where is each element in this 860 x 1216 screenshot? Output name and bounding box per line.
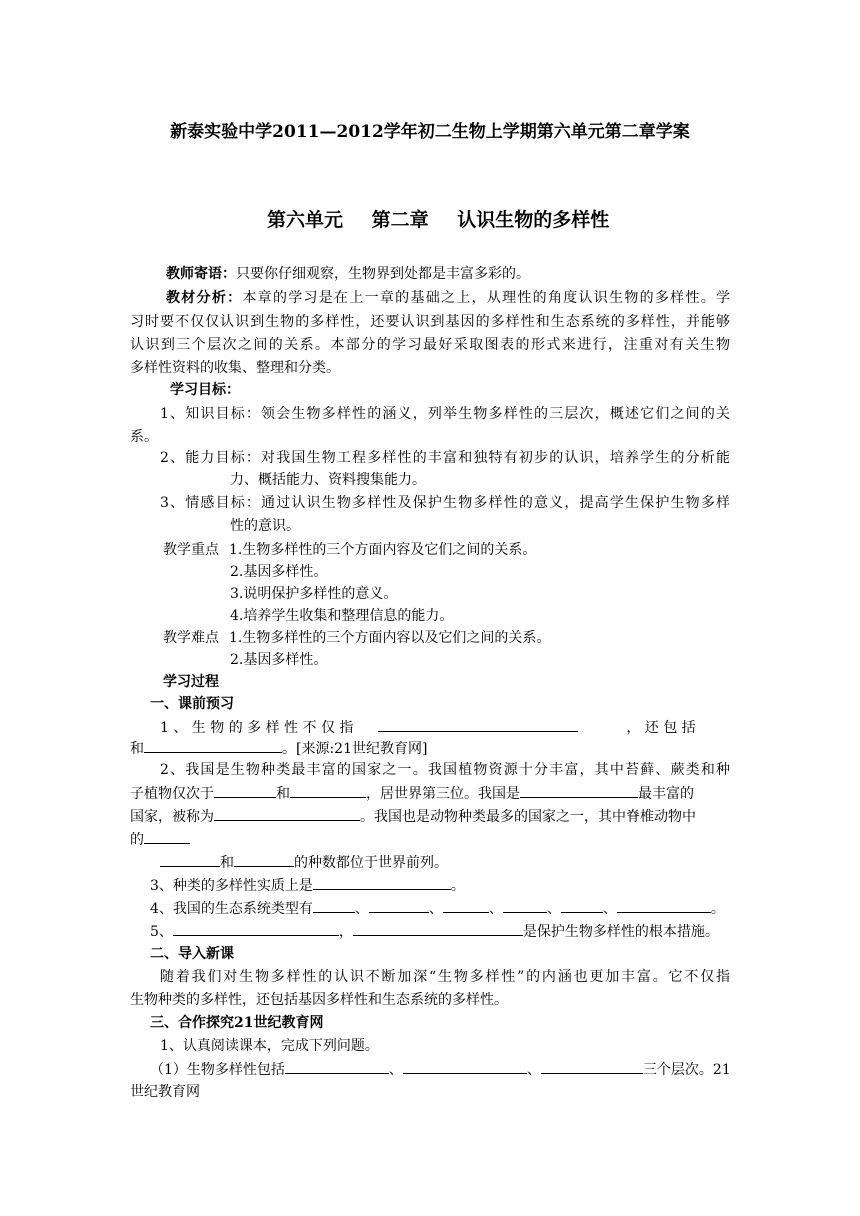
section-2-line-2: 生物种类的多样性，还包括基因多样性和生态系统的多样性。 (130, 992, 508, 1008)
goal-3-line-1: 3、情感目标：通过认识生物多样性及保护生物多样性的意义，提高学生保护生物多样 (160, 495, 730, 511)
q2-line-5: 和 的种数都位于世界前列。 (160, 852, 448, 873)
goal-1-line-2: 系。 (130, 429, 158, 445)
q2-line-2: 子植物仅次于 和 ，居世界第三位。我国是 最丰富的 (130, 783, 694, 804)
unit-label: 第六单元 (267, 209, 344, 231)
s3-blank-2[interactable] (403, 1059, 527, 1074)
focus-item-2: 2.基因多样性。 (230, 564, 328, 580)
q1-line-2: 和 。[来源:21世纪教育网] (130, 738, 427, 759)
s3-blank-1[interactable] (285, 1059, 389, 1074)
q4-blank-3[interactable] (443, 898, 489, 913)
process-heading: 学习过程 (163, 674, 219, 690)
q3-blank[interactable] (313, 875, 451, 890)
q5-blank-1[interactable] (173, 921, 339, 936)
difficulty-item-1: 1.生物多样性的三个方面内容以及它们之间的关系。 (229, 630, 551, 646)
q3-line: 3、种类的多样性实质上是 。 (150, 875, 465, 896)
q2-blank-2[interactable] (290, 783, 366, 798)
goal-2-line-1: 2、能力目标：对我国生物工程多样性的丰富和独特有初步的认识，培养学生的分析能 (160, 450, 730, 466)
q2-blank-6[interactable] (160, 852, 220, 867)
q2-blank-7[interactable] (234, 852, 294, 867)
q4-blank-5[interactable] (561, 898, 603, 913)
section-1-heading: 一、课前预习 (150, 696, 234, 712)
section-3-line-cont: 世纪教育网 (130, 1084, 200, 1100)
analysis-line-3: 认识到三个层次之间的关系。本部分的学习最好采取图表的形式来进行，注重对有关生物 (130, 337, 730, 353)
focus-label: 教学重点 (163, 542, 219, 558)
section-2-heading: 二、导入新课 (150, 946, 234, 962)
difficulty-item-2: 2.基因多样性。 (230, 652, 328, 668)
q2-line-1: 2、我国是生物种类最丰富的国家之一。我国植物资源十分丰富，其中苔藓、蕨类和种 (160, 762, 730, 778)
document-title: 新泰实验中学2011—2012学年初二生物上学期第六单元第二章学案 (170, 122, 690, 142)
section-3-heading: 三、合作探究21世纪教育网 (150, 1015, 324, 1031)
q1-blank-1[interactable] (378, 717, 578, 732)
focus-item-1: 1.生物多样性的三个方面内容及它们之间的关系。 (229, 542, 537, 558)
analysis-line-4: 多样性资料的收集、整理和分类。 (130, 360, 340, 376)
s3-blank-3[interactable] (541, 1059, 643, 1074)
q2-blank-4[interactable] (214, 806, 360, 821)
q5-blank-2[interactable] (353, 921, 523, 936)
q4-blank-1[interactable] (313, 898, 355, 913)
chapter-title (267, 205, 609, 232)
section-3-line-1: 1、认真阅读课本，完成下列问题。 (160, 1038, 379, 1054)
q2-blank-1[interactable] (214, 783, 276, 798)
q2-blank-5[interactable] (144, 829, 190, 844)
section-3-question-1: （1）生物多样性包括 、 、 三个层次。21 (150, 1059, 731, 1080)
analysis-line-1: 教材分析：本章的学习是在上一章的基础之上，从理性的角度认识生物的多样性。学 (166, 290, 730, 306)
section-2-line-1: 随着我们对生物多样性的认识不断加深“生物多样性”的内涵也更加丰富。它不仅指 (160, 969, 730, 985)
focus-item-4: 4.培养学生收集和整理信息的能力。 (230, 608, 454, 624)
q1-blank-2[interactable] (144, 738, 282, 753)
q2-line-4: 的 (130, 829, 190, 850)
analysis-line-2: 习时要不仅仅认识到生物的多样性，还要认识到基因的多样性和生态系统的多样性，并能够 (130, 314, 730, 330)
goals-heading: 学习目标： (170, 382, 240, 398)
q2-blank-3[interactable] (520, 783, 638, 798)
goal-2-line-2: 力、概括能力、资料搜集能力。 (230, 472, 426, 488)
q1-line-1: 1 、 生 物 的 多 样 性 不 仅 指 ， 还 包 括 (160, 717, 696, 738)
q5-line: 5、 ， 是保护生物多样性的根本措施。 (150, 921, 719, 942)
q4-blank-2[interactable] (369, 898, 429, 913)
teacher-message: 教师寄语：只要你仔细观察，生物界到处都是丰富多彩的。 (166, 266, 530, 282)
q4-blank-6[interactable] (617, 898, 711, 913)
goal-3-line-2: 性的意识。 (230, 518, 300, 534)
difficulty-label: 教学难点 (163, 630, 219, 646)
goal-1-line-1: 1、知识目标：领会生物多样性的涵义，列举生物多样性的三层次，概述它们之间的关 (160, 406, 730, 422)
q4-blank-4[interactable] (503, 898, 547, 913)
chapter-label: 第二章 (371, 209, 429, 231)
topic-label: 认识生物的多样性 (457, 209, 610, 231)
q4-line: 4、我国的生态系统类型有 、 、 、 、 、 。 (150, 898, 725, 919)
q2-line-3: 国家，被称为 。我国也是动物种类最多的国家之一，其中脊椎动物中 (130, 806, 696, 827)
focus-item-3: 3.说明保护多样性的意义。 (230, 586, 398, 602)
